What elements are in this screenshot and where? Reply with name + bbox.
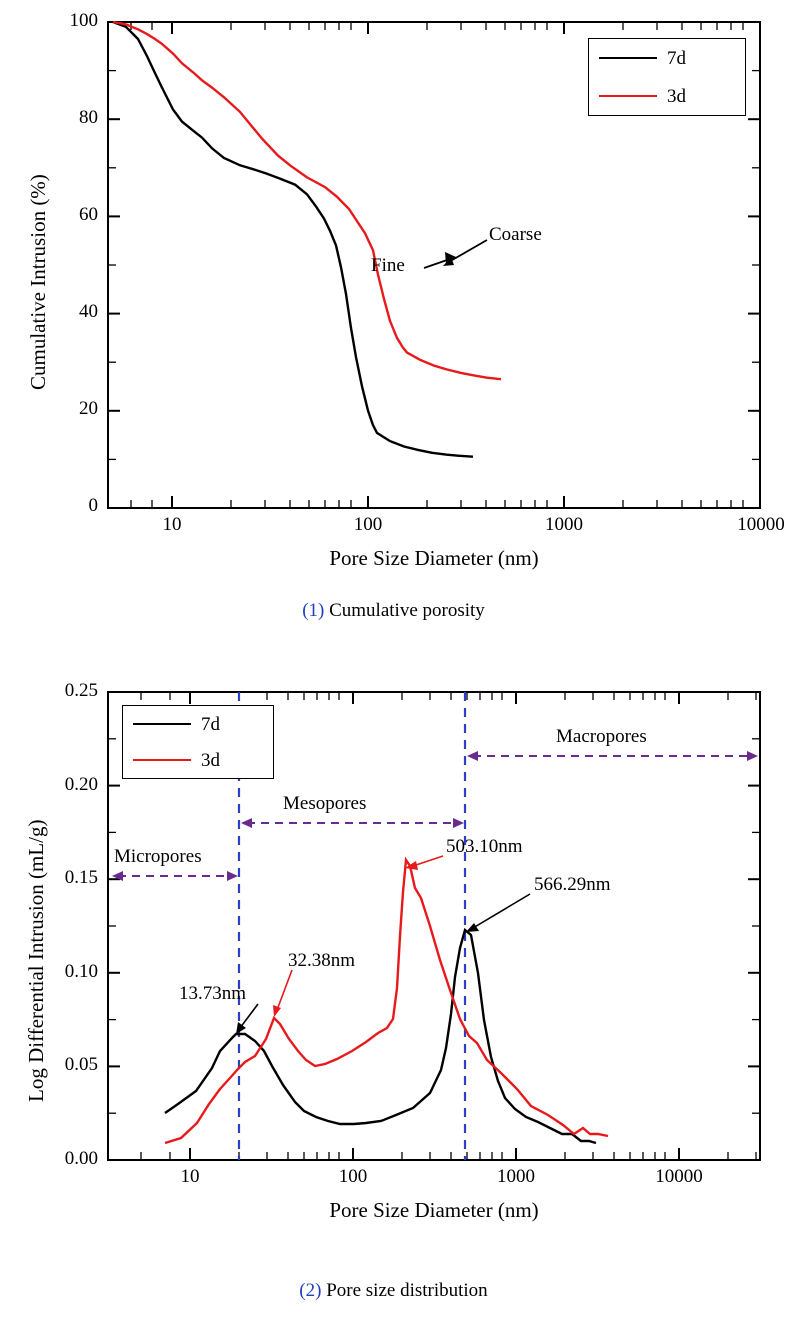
x-tick-label: 10000 [737,514,785,535]
legend-1 [588,38,746,116]
y-tick-label: 60 [79,204,98,225]
figure-2-caption [0,1280,787,1302]
plot-area-2 [0,660,787,1240]
x-tick-label: 10 [180,1166,200,1187]
chart-svg-2 [0,660,787,1240]
y-axis-title-1: Cumulative Intrusion (%) [26,174,50,390]
y-tick-label: 0.25 [64,680,98,701]
legend-label-7d: 7d [667,47,686,69]
y-tick-label: 0.15 [64,867,98,888]
figure-1-caption-text: Cumulative porosity [324,600,485,621]
legend-label-3d: 3d [201,749,220,771]
y-tick-label: 20 [79,398,98,419]
x-tick-label: 10000 [655,1166,703,1187]
x-tick-label: 1000 [497,1166,535,1187]
region-label-micropores: Micropores [114,846,202,867]
y-tick-label: 0.00 [64,1148,98,1169]
annotation-coarse: Coarse [489,224,542,245]
x-tick-label: 10 [162,514,182,535]
y-axis-title-2: Log Differential Intrusion (mL/g) [24,819,48,1102]
legend-item-7d [589,39,745,77]
legend-swatch-7d [599,57,657,59]
legend-item-3d [589,77,745,115]
figure-cumulative-porosity [0,0,787,650]
legend-swatch-3d [133,759,191,761]
figure-2-caption-number: (2) [299,1280,322,1301]
legend-label-7d: 7d [201,713,220,735]
peak-label-32-38nm: 32.38nm [288,950,356,971]
legend-2 [122,705,274,779]
legend-label-3d: 3d [667,85,686,107]
x-tick-label: 1000 [545,514,583,535]
legend-item-3d [123,742,273,778]
legend-swatch-7d [133,723,191,725]
region-label-macropores: Macropores [556,726,647,747]
peak-label-503-10nm: 503.10nm [446,836,523,857]
figure-2-caption-text: Pore size distribution [321,1280,488,1301]
legend-swatch-3d [599,95,657,97]
y-tick-label: 0.10 [64,961,98,982]
peak-label-566-29nm: 566.29nm [534,874,611,895]
y-tick-label: 80 [79,107,98,128]
y-tick-label: 0 [88,495,98,516]
x-tick-label: 100 [338,1166,368,1187]
y-tick-label: 40 [79,301,98,322]
plot-area-1 [0,0,787,570]
region-label-mesopores: Mesopores [283,793,367,814]
peak-label-13-73nm: 13.73nm [179,983,247,1004]
legend-item-7d [123,706,273,742]
y-tick-label: 0.20 [64,774,98,795]
y-tick-label: 0.05 [64,1054,98,1075]
x-axis-title-2: Pore Size Diameter (nm) [329,1198,539,1222]
x-axis-title-1: Pore Size Diameter (nm) [329,546,539,570]
figure-1-caption-number: (1) [302,600,325,621]
x-tick-label: 100 [353,514,383,535]
y-tick-label: 100 [69,10,98,31]
figure-pore-size-distribution [0,660,787,1328]
figure-1-caption [0,600,787,622]
annotation-fine: Fine [371,255,405,276]
